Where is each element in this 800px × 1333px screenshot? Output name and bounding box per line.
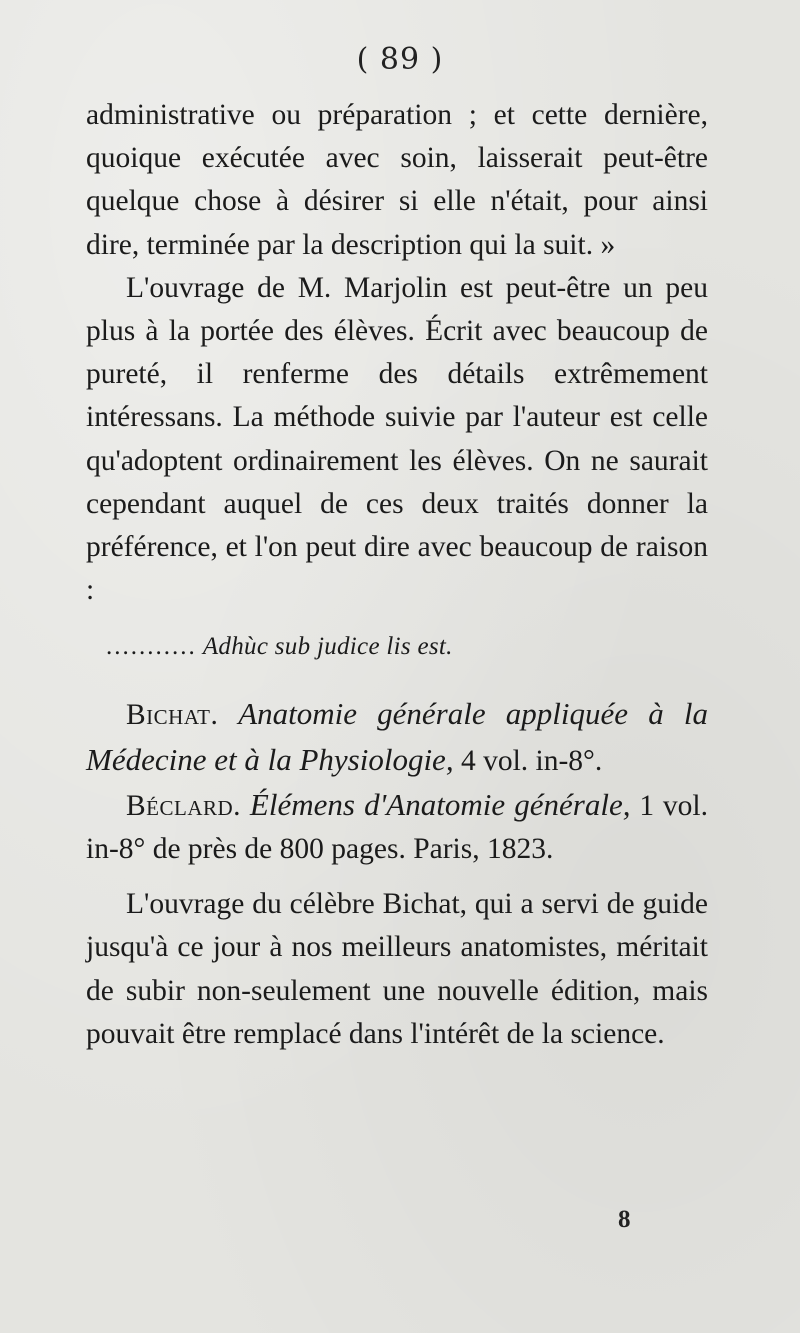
paragraph-continuation: administrative ou préparation ; et cette dernière, quoique exécutée avec soin, laisserait peut-être quelque chose à désirer si elle n'était, pour ainsi dire, terminée par la description qui la suit. » xyxy=(86,99,708,261)
bibliography-entry-beclard xyxy=(86,783,708,871)
bib-title: Élémens d'Anatomie générale, xyxy=(249,786,631,822)
bib-author: Bichat. xyxy=(126,699,219,732)
signature-mark: 8 xyxy=(618,1206,631,1233)
bib-author: Béclard. xyxy=(126,789,242,822)
bib-title: Anatomie générale appliquée à la Médecine et à la Physiologie, xyxy=(86,696,708,777)
body-text xyxy=(86,94,708,1056)
latin-quote xyxy=(86,630,708,664)
quote-text: Adhùc sub judice lis est. xyxy=(202,633,453,661)
bib-details: 1 vol. in-8° de près de 800 pages. Paris, 1823. xyxy=(86,789,709,866)
paragraph-marjolin: L'ouvrage de M. Marjolin est peut-être un peu plus à la portée des élèves. Écrit avec beaucoup de pureté, il renferme des détails extrêmement intéressans. La méthode suivie par l'auteur est celle qu'adoptent ordinairement les élèves. On ne saurait cependant auquel de ces deux traités donner la préférence, et l'on peut dire avec beaucoup de raison : xyxy=(86,271,708,607)
bibliography-entry-bichat xyxy=(86,692,708,782)
bib-details: 4 vol. in-8°. xyxy=(460,744,603,777)
paragraph-bichat: L'ouvrage du célèbre Bichat, qui a servi de guide jusqu'à ce jour à nos meilleurs anatomistes, méritait de subir non-seulement une nouvelle édition, mais pouvait être remplacé dans l'intérêt de la science. xyxy=(86,888,708,1050)
page-number: ( 89 ) xyxy=(356,42,444,77)
quote-leader-dots: ........... xyxy=(106,633,197,661)
